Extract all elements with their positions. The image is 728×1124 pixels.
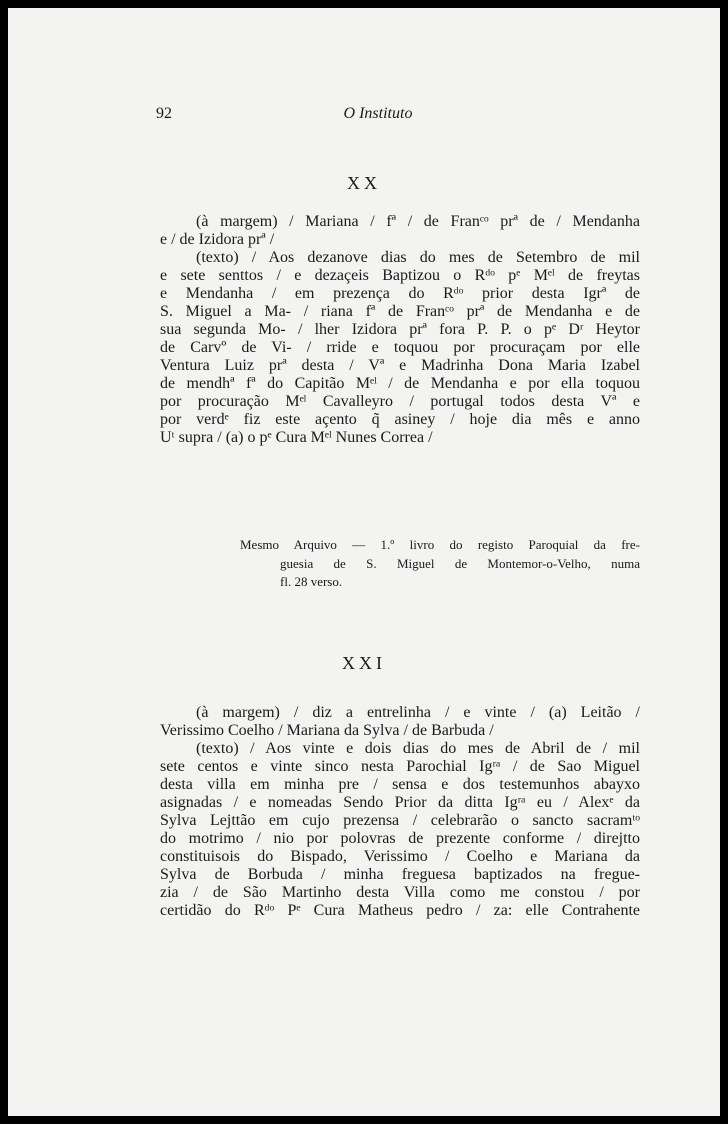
text-line: (à margem) / diz a entrelinha / e vinte / (a) Leitão / — [196, 704, 640, 721]
text-line: e sete senttos / e dezaçeis Baptizou o Rᵈᵒ pᵉ Mᵉˡ de freytas — [160, 267, 640, 284]
text-line: S. Miguel a Ma- / riana fª de Franᶜᵒ prª de Mendanha e de — [160, 303, 640, 320]
section-xx-body — [160, 213, 640, 447]
source-line: fl. 28 verso. — [280, 574, 343, 589]
text-line: (texto) / Aos dezanove dias do mes de Setembro de mil — [196, 249, 640, 266]
text-line: asignadas / e nomeadas Sendo Prior da ditta Igʳᵃ eu / Alexᵉ da — [160, 794, 640, 811]
text-line: de Carvº de Vi- / rride e toquou por procuraçam por elle — [160, 339, 640, 356]
text-line: por verdᵉ fiz este açento q̃ asiney / hoje dia mês e anno — [160, 411, 640, 428]
text-line: e / de Izidora prª / — [160, 231, 275, 248]
text-line: e Mendanha / em prezença do Rᵈᵒ prior desta Igrª de — [160, 285, 640, 302]
text-line: (à margem) / Mariana / fª / de Franᶜᵒ prª de / Mendanha — [196, 213, 640, 230]
section-xx-source — [240, 536, 640, 592]
section-xxi-title: XXI — [342, 653, 386, 673]
section-xx-title: XX — [347, 173, 381, 193]
document-page — [8, 8, 720, 1116]
source-line: guesia de S. Miguel de Montemor-o-Velho, numa — [280, 555, 640, 571]
text-line: Sylva de Borbuda / minha freguesa baptizados na fregue- — [160, 866, 640, 883]
text-line: constituisois do Bispado, Verissimo / Coelho e Mariana da — [160, 848, 640, 865]
text-line: sua segunda Mo- / lher Izidora prª fora P. P. o pᵉ Dʳ Heytor — [160, 321, 640, 338]
text-line: sete centos e vinte sinco nesta Parochial Igʳᵃ / de Sao Miguel — [160, 758, 640, 775]
text-line: por procuração Mᵉˡ Cavalleyro / portugal todos desta Vª e — [160, 393, 640, 410]
text-line: certidão do Rᵈᵒ Pᵉ Cura Matheus pedro / za: elle Contrahente — [160, 902, 640, 919]
text-line: Uᵗ supra / (a) o pᵉ Cura Mᵉˡ Nunes Correa / — [160, 429, 433, 446]
page-header — [8, 105, 720, 127]
text-line: desta villa em minha pre / sensa e dos testemunhos abayxo — [160, 776, 640, 793]
section-xxi-body — [160, 704, 640, 920]
text-line: de mendhª fª do Capitão Mᵉˡ / de Mendanha e por ella toquou — [160, 375, 640, 392]
source-line: Mesmo Arquivo — 1.º livro do registo Paroquial da fre- — [240, 537, 640, 552]
running-title: O Instituto — [343, 105, 413, 122]
text-line: Ventura Luiz prª desta / Vª e Madrinha Dona Maria Izabel — [160, 357, 640, 374]
text-line: Sylva Lejttão em cujo prezensa / celebrarão o sancto sacramᵗᵒ — [160, 812, 640, 829]
text-line: do motrimo / nio por polovras de prezente conforme / direjtto — [160, 830, 640, 847]
text-line: zia / de São Martinho desta Villa como me constou / por — [160, 884, 640, 901]
page-number: 92 — [156, 105, 172, 122]
text-line: Verissimo Coelho / Mariana da Sylva / de Barbuda / — [160, 722, 494, 739]
text-line: (texto) / Aos vinte e dois dias do mes de Abril de / mil — [196, 740, 640, 757]
